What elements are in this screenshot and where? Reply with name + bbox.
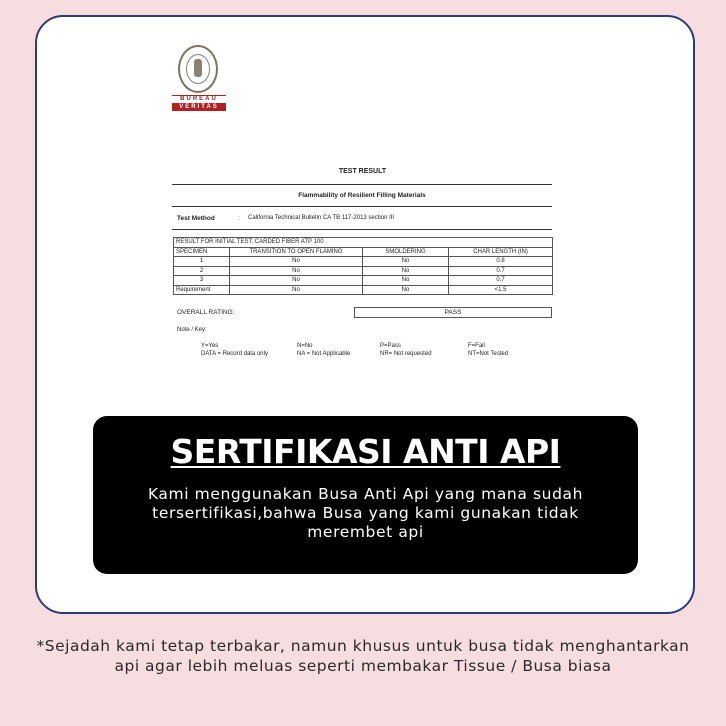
test-method-colon: : [238, 215, 240, 222]
table-cell: No [363, 285, 449, 295]
overall-rating-label: OVERALL RATING: [177, 309, 235, 316]
test-method-value: California Technical Bulletin CA TB 117-2013 section III [248, 215, 395, 221]
key-column [380, 342, 432, 358]
table-cell: No [363, 266, 449, 276]
report-title: TEST RESULT [338, 168, 387, 175]
logo-top-text: BUREAU [172, 95, 226, 103]
key-item: NA = Not Applicable [297, 351, 351, 357]
key-item: Y=Yes [201, 343, 219, 349]
logo-seal [178, 45, 218, 93]
table-row [174, 266, 553, 276]
column-header: CHAR LENGTH (IN) [449, 247, 553, 257]
divider [172, 206, 552, 207]
divider [172, 184, 552, 185]
test-method-label: Test Method [177, 215, 215, 222]
table-cell: 3 [174, 276, 230, 286]
table-cell: No [230, 285, 363, 295]
overall-rating-value: PASS [354, 307, 552, 318]
table-row [174, 285, 553, 295]
key-column [297, 342, 350, 358]
certification-banner [93, 416, 638, 574]
table-caption-row [174, 238, 553, 248]
bureau-veritas-logo [172, 45, 226, 111]
divider [172, 229, 552, 230]
banner-description: Kami menggunakan Busa Anti Api yang mana sudah tersertifikasi,bahwa Busa yang kami gunakan tidak merembet api [147, 485, 584, 541]
table-cell: 2 [174, 266, 230, 276]
report-subtitle: Flammability of Resilient Filling Materials [298, 192, 426, 199]
key-item: NT=Not Tested [468, 351, 509, 357]
logo-bottom-text: VERITAS [172, 103, 226, 111]
key-item: F=Fail [468, 343, 485, 349]
table-cell: No [363, 276, 449, 286]
table-header-row [174, 247, 553, 257]
note-key-label: Note / Key: [177, 327, 207, 333]
table-cell: No [230, 257, 363, 267]
column-header: TRANSITION TO OPEN FLAMING [230, 247, 363, 257]
table-caption: RESULT FOR INITIAL TEST: CARDED FIBER ATP 100 [174, 238, 553, 248]
table-cell: No [363, 257, 449, 267]
table-cell: 0.7 [449, 276, 553, 286]
key-item: N=No [297, 343, 313, 349]
table-row [174, 276, 553, 286]
column-header: SPECIMEN [174, 247, 230, 257]
table-cell: Requirement [174, 285, 230, 295]
key-column [468, 342, 508, 358]
key-item: P=Pass [380, 343, 401, 349]
table-cell: 1 [174, 257, 230, 267]
key-item: DATA = Record data only [201, 351, 268, 357]
table-row [174, 257, 553, 267]
banner-title: SERTIFIKASI ANTI API [170, 432, 561, 471]
column-header: SMOLDERING [363, 247, 449, 257]
table-cell: 0.8 [449, 257, 553, 267]
key-column [201, 342, 268, 358]
footnote: *Sejadah kami tetap terbakar, namun khusus untuk busa tidak menghantarkan api agar lebih meluas seperti membakar Tissue / Busa biasa [36, 637, 690, 675]
table-cell: No [230, 276, 363, 286]
table-cell: No [230, 266, 363, 276]
key-item: NR= Not requested [380, 351, 432, 357]
table-cell: 0.7 [449, 266, 553, 276]
table-cell: <1.5 [449, 285, 553, 295]
results-table [173, 237, 553, 295]
